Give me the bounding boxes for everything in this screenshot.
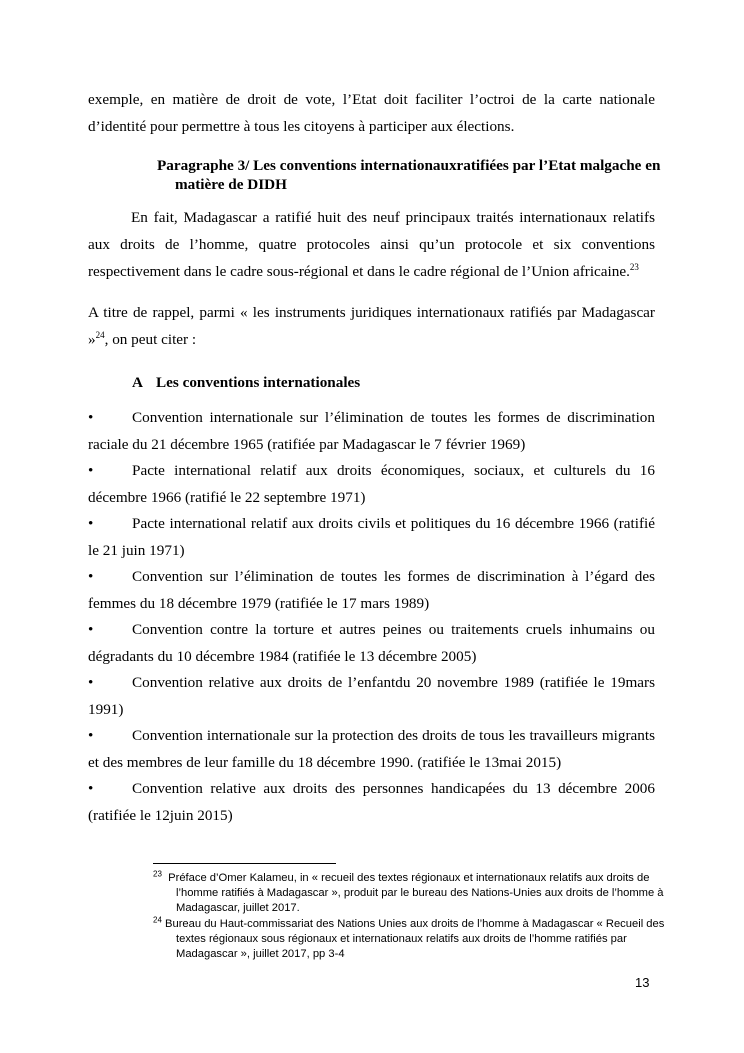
paragraph-reminder-text: A titre de rappel, parmi « les instruments juridiques internationaux ratifiés par Madagascar » <box>88 304 655 348</box>
paragraph-intro: exemple, en matière de droit de vote, l’Etat doit faciliter l’octroi de la carte nationale d’identité pour permettre à tous les citoyens à participer aux élections. <box>88 91 655 135</box>
list-item-text: Convention internationale sur la protection des droits de tous les travailleurs migrants et des membres de leur famille du 18 décembre 1990. (ratifiée le 13mai 2015) <box>88 727 655 771</box>
list-item <box>88 723 655 776</box>
bullet-icon: • <box>88 515 94 532</box>
list-item-text: Pacte international relatif aux droits civils et politiques du 16 décembre 1966 (ratifié le 21 juin 1971) <box>88 515 655 559</box>
footnote-number: 24 <box>153 915 162 925</box>
list-item-text: Convention sur l’élimination de toutes les formes de discrimination à l’égard des femmes du 18 décembre 1979 (ratifiée le 17 mars 1989) <box>88 568 655 612</box>
bullet-icon: • <box>88 727 94 744</box>
list-item <box>88 511 655 564</box>
list-item <box>88 670 655 723</box>
bullet-icon: • <box>88 568 94 585</box>
conventions-list <box>88 405 655 829</box>
bullet-icon: • <box>88 674 94 691</box>
bullet-icon: • <box>88 462 94 479</box>
list-item-text: Pacte international relatif aux droits économiques, sociaux, et culturels du 16 décembre 1966 (ratifié le 22 septembre 1971) <box>88 462 655 506</box>
footnote-23 <box>153 871 679 916</box>
footnote-24 <box>153 917 679 962</box>
footnote-separator <box>153 863 336 864</box>
subsection-title <box>132 372 360 394</box>
footnote-ref-24: 24 <box>95 329 105 340</box>
bullet-icon: • <box>88 780 94 797</box>
bullet-icon: • <box>88 409 94 426</box>
list-item <box>88 776 655 829</box>
subsection-letter: A <box>132 374 143 391</box>
list-item-text: Convention contre la torture et autres peines ou traitements cruels inhumains ou dégradants du 10 décembre 1984 (ratifiée le 13 décembre 2005) <box>88 621 655 665</box>
page-number: 13 <box>635 975 650 990</box>
list-item <box>88 564 655 617</box>
footnote-text: Bureau du Haut-commissariat des Nations Unies aux droits de l’homme à Madagascar « Recueil des textes régionaux sous régionaux et internationaux relatifs aux droits de l’homme ratifiés par Madagascar », juillet 2017, pp 3-4 <box>165 918 665 960</box>
paragraph-ratified <box>88 204 655 285</box>
list-item-text: Convention internationale sur l’élimination de toutes les formes de discrimination raciale du 21 décembre 1965 (ratifiée par Madagascar le 7 février 1969) <box>88 409 655 453</box>
section-heading: Paragraphe 3/ Les conventions internationauxratifiées par l’Etat malgache en matière de DIDH <box>157 157 661 193</box>
paragraph-reminder-end: , on peut citer : <box>104 331 197 348</box>
subsection-text: Les conventions internationales <box>156 374 361 391</box>
list-item-text: Convention relative aux droits des personnes handicapées du 13 décembre 2006 (ratifiée le 12juin 2015) <box>88 780 655 824</box>
list-item-text: Convention relative aux droits de l’enfantdu 20 novembre 1989 (ratifiée le 19mars 1991) <box>88 674 655 718</box>
footnote-ref-23: 23 <box>629 261 639 272</box>
paragraph-ratified-text: En fait, Madagascar a ratifié huit des neuf principaux traités internationaux relatifs aux droits de l’homme, quatre protocoles ainsi qu’un protocole et six conventions respectivement dans le cadre sous-régional et dans le cadre régional de l’Union africaine. <box>88 209 655 280</box>
paragraph-reminder <box>88 299 655 353</box>
list-item <box>88 405 655 458</box>
list-item <box>88 617 655 670</box>
list-item <box>88 458 655 511</box>
bullet-icon: • <box>88 621 94 638</box>
footnote-text: Préface d’Omer Kalameu, in « recueil des textes régionaux et internationaux relatifs aux droits de l’homme ratifiés à Madagascar », produit par le bureau des Nations-Unies aux droits de l’homme à Madagascar, juillet 2017. <box>168 872 664 914</box>
footnote-number: 23 <box>153 869 162 879</box>
